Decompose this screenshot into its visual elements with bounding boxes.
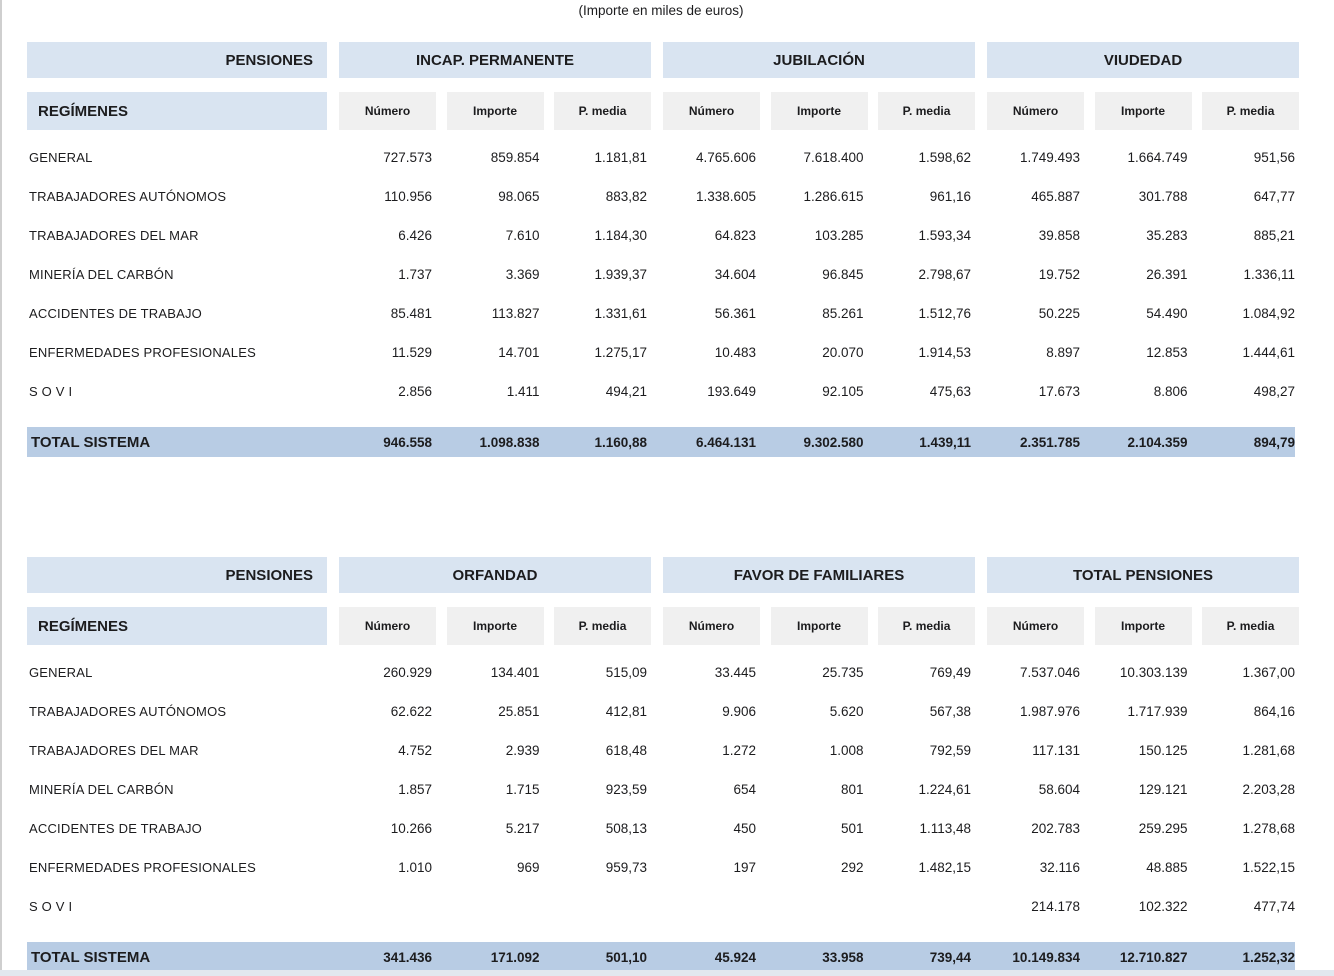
value-cell: 129.121 <box>1138 782 1188 797</box>
value-cell: 26.391 <box>1146 267 1188 282</box>
row-label: MINERÍA DEL CARBÓN <box>29 267 174 282</box>
table-row <box>27 887 1295 926</box>
value-cell: 39.858 <box>1038 228 1080 243</box>
total-value-cell: 45.924 <box>714 949 756 965</box>
row-label: GENERAL <box>29 665 93 680</box>
value-cell: 85.481 <box>390 306 432 321</box>
value-group <box>987 899 1299 914</box>
value-cell: 35.283 <box>1146 228 1188 243</box>
column-header: Número <box>339 92 436 130</box>
value-cell: 769,49 <box>929 665 971 680</box>
value-group <box>339 743 651 758</box>
value-cell: 33.445 <box>714 665 756 680</box>
value-cell: 9.906 <box>722 704 756 719</box>
column-header-group <box>663 607 975 645</box>
value-cell: 85.261 <box>822 306 864 321</box>
value-cell: 102.322 <box>1138 899 1188 914</box>
total-value-cell: 2.351.785 <box>1019 434 1080 450</box>
row-label: ACCIDENTES DE TRABAJO <box>29 306 202 321</box>
page-edge-left <box>0 0 2 976</box>
value-cell: 501 <box>840 821 864 836</box>
total-value-group <box>987 950 1299 965</box>
value-cell: 1.367,00 <box>1242 665 1295 680</box>
value-cell: 450 <box>733 821 756 836</box>
value-cell: 883,82 <box>605 189 647 204</box>
row-label: TRABAJADORES AUTÓNOMOS <box>29 189 227 204</box>
value-cell: 14.701 <box>498 345 540 360</box>
value-group <box>663 665 975 680</box>
total-value-cell: 1.098.838 <box>479 434 540 450</box>
value-cell: 1.275,17 <box>594 345 647 360</box>
value-cell: 10.266 <box>390 821 432 836</box>
column-header: Número <box>663 607 760 645</box>
value-cell: 1.482,15 <box>918 860 971 875</box>
row-label: ENFERMEDADES PROFESIONALES <box>29 345 256 360</box>
value-cell: 62.622 <box>390 704 432 719</box>
value-cell: 214.178 <box>1031 899 1080 914</box>
value-cell: 969 <box>516 860 540 875</box>
column-header: Número <box>339 607 436 645</box>
value-cell: 465.887 <box>1031 189 1080 204</box>
total-value-cell: 12.710.827 <box>1119 949 1188 965</box>
value-cell: 951,56 <box>1253 150 1295 165</box>
value-cell: 259.295 <box>1138 821 1188 836</box>
group-header: ORFANDAD <box>339 557 651 593</box>
value-cell: 32.116 <box>1039 860 1080 875</box>
value-group <box>339 345 651 360</box>
value-cell: 20.070 <box>822 345 864 360</box>
value-cell: 4.765.606 <box>695 150 756 165</box>
total-value-cell: 171.092 <box>490 949 540 965</box>
row-label: GENERAL <box>29 150 93 165</box>
value-cell: 11.529 <box>391 345 432 360</box>
row-label: MINERÍA DEL CARBÓN <box>29 782 174 797</box>
value-cell: 6.426 <box>398 228 432 243</box>
column-header: Importe <box>1095 92 1192 130</box>
value-cell: 292 <box>840 860 864 875</box>
row-label: TRABAJADORES DEL MAR <box>29 228 199 243</box>
value-group <box>987 704 1299 719</box>
page-edge-bottom <box>0 970 1334 976</box>
total-value-cell: 1.160,88 <box>594 434 647 450</box>
total-value-cell: 341.436 <box>383 949 432 965</box>
value-cell: 301.788 <box>1138 189 1188 204</box>
value-cell: 96.845 <box>822 267 864 282</box>
total-value-cell: 894,79 <box>1253 434 1295 450</box>
value-group <box>987 665 1299 680</box>
value-cell: 2.203,28 <box>1242 782 1295 797</box>
total-value-cell: 9.302.580 <box>803 434 864 450</box>
value-group <box>663 704 975 719</box>
total-value-cell: 33.958 <box>822 949 864 965</box>
column-header: P. media <box>878 92 975 130</box>
value-group <box>663 306 975 321</box>
row-label: TRABAJADORES DEL MAR <box>29 743 199 758</box>
value-cell: 197 <box>733 860 756 875</box>
value-group <box>663 189 975 204</box>
value-cell: 8.897 <box>1046 345 1080 360</box>
column-header: Número <box>663 92 760 130</box>
value-cell: 959,73 <box>605 860 647 875</box>
value-cell: 193.649 <box>707 384 756 399</box>
column-header: Importe <box>1095 607 1192 645</box>
value-cell: 113.827 <box>491 306 540 321</box>
column-header-group <box>339 607 651 645</box>
group-header-row <box>27 42 1295 78</box>
table-row <box>27 177 1295 216</box>
value-group <box>987 384 1299 399</box>
value-group <box>663 228 975 243</box>
value-cell: 1.281,68 <box>1242 743 1295 758</box>
value-cell: 7.618.400 <box>803 150 864 165</box>
value-cell: 58.604 <box>1038 782 1080 797</box>
value-cell: 1.084,92 <box>1242 306 1295 321</box>
value-cell: 2.798,67 <box>918 267 971 282</box>
column-header: Importe <box>447 92 544 130</box>
value-cell: 654 <box>733 782 756 797</box>
value-group <box>987 189 1299 204</box>
value-cell: 2.939 <box>505 743 540 758</box>
column-header: P. media <box>554 607 651 645</box>
value-cell: 48.885 <box>1146 860 1188 875</box>
total-value-cell: 739,44 <box>929 949 971 965</box>
total-label: TOTAL SISTEMA <box>31 948 151 966</box>
value-cell: 1.113,48 <box>919 821 971 836</box>
value-group <box>339 665 651 680</box>
value-group <box>987 228 1299 243</box>
column-header: P. media <box>1202 92 1299 130</box>
column-header: Importe <box>771 92 868 130</box>
group-header-row <box>27 557 1295 593</box>
table-row <box>27 692 1295 731</box>
value-cell: 260.929 <box>383 665 432 680</box>
column-header: Número <box>987 92 1084 130</box>
value-cell: 25.851 <box>498 704 540 719</box>
value-cell: 1.715 <box>505 782 540 797</box>
value-group <box>339 860 651 875</box>
column-header-row <box>27 92 1295 130</box>
row-header-label: REGÍMENES <box>27 607 327 645</box>
value-cell: 647,77 <box>1253 189 1295 204</box>
value-group <box>339 267 651 282</box>
value-cell: 202.783 <box>1031 821 1080 836</box>
value-cell: 1.008 <box>829 743 864 758</box>
value-cell: 1.278,68 <box>1242 821 1295 836</box>
value-cell: 864,16 <box>1253 704 1295 719</box>
row-label: ENFERMEDADES PROFESIONALES <box>29 860 256 875</box>
value-cell: 1.411 <box>506 384 540 399</box>
value-group <box>339 821 651 836</box>
value-cell: 10.483 <box>714 345 756 360</box>
value-group <box>663 150 975 165</box>
value-cell: 1.512,76 <box>918 306 971 321</box>
value-cell: 150.125 <box>1138 743 1188 758</box>
row-label: S O V I <box>29 899 73 914</box>
value-cell: 103.285 <box>814 228 864 243</box>
value-cell: 859.854 <box>490 150 540 165</box>
value-cell: 34.604 <box>714 267 756 282</box>
value-cell: 1.857 <box>398 782 432 797</box>
value-cell: 1.010 <box>398 860 432 875</box>
value-cell: 1.717.939 <box>1127 704 1188 719</box>
value-cell: 1.914,53 <box>918 345 971 360</box>
value-cell: 56.361 <box>714 306 756 321</box>
table-row <box>27 216 1295 255</box>
value-cell: 1.737 <box>398 267 432 282</box>
value-group <box>663 267 975 282</box>
column-header: P. media <box>554 92 651 130</box>
value-cell: 50.225 <box>1038 306 1080 321</box>
value-cell: 1.987.976 <box>1019 704 1080 719</box>
group-header: JUBILACIÓN <box>663 42 975 78</box>
value-cell: 10.303.139 <box>1119 665 1188 680</box>
value-cell: 1.184,30 <box>594 228 647 243</box>
value-group <box>339 228 651 243</box>
value-cell: 885,21 <box>1253 228 1295 243</box>
column-header-group <box>339 92 651 130</box>
value-cell: 54.490 <box>1146 306 1188 321</box>
value-cell: 1.522,15 <box>1242 860 1295 875</box>
value-cell: 92.105 <box>822 384 864 399</box>
column-header: Número <box>987 607 1084 645</box>
value-group <box>663 860 975 875</box>
value-cell: 961,16 <box>929 189 971 204</box>
value-group <box>339 384 651 399</box>
group-header: VIUDEDAD <box>987 42 1299 78</box>
value-cell: 515,09 <box>605 665 647 680</box>
total-value-cell: 10.149.834 <box>1012 949 1080 965</box>
total-row <box>27 427 1295 457</box>
corner-label: PENSIONES <box>27 557 327 593</box>
value-cell: 494,21 <box>605 384 647 399</box>
value-group <box>987 860 1299 875</box>
value-group <box>987 306 1299 321</box>
value-group <box>987 150 1299 165</box>
total-value-cell: 501,10 <box>605 949 647 965</box>
value-cell: 7.610 <box>505 228 540 243</box>
value-cell: 134.401 <box>490 665 540 680</box>
value-cell: 475,63 <box>929 384 971 399</box>
table-row <box>27 255 1295 294</box>
total-value-group <box>987 435 1299 450</box>
value-cell: 923,59 <box>605 782 647 797</box>
corner-label: PENSIONES <box>27 42 327 78</box>
value-cell: 567,38 <box>929 704 971 719</box>
column-header: P. media <box>878 607 975 645</box>
column-header: Importe <box>447 607 544 645</box>
value-group <box>339 150 651 165</box>
value-cell: 2.856 <box>398 384 432 399</box>
table-row <box>27 138 1295 177</box>
value-cell: 64.823 <box>714 228 756 243</box>
pension-table <box>27 42 1295 457</box>
table-row <box>27 770 1295 809</box>
row-header-label: REGÍMENES <box>27 92 327 130</box>
table-row <box>27 848 1295 887</box>
value-cell: 801 <box>840 782 864 797</box>
value-cell: 1.181,81 <box>594 150 647 165</box>
value-cell: 792,59 <box>929 743 971 758</box>
value-cell: 498,27 <box>1253 384 1295 399</box>
value-group <box>987 743 1299 758</box>
column-header: Importe <box>771 607 868 645</box>
value-cell: 3.369 <box>505 267 540 282</box>
value-group <box>663 345 975 360</box>
value-group <box>987 267 1299 282</box>
value-group <box>663 743 975 758</box>
row-label: ACCIDENTES DE TRABAJO <box>29 821 202 836</box>
table-row <box>27 372 1295 411</box>
value-cell: 1.593,34 <box>918 228 971 243</box>
value-group <box>987 821 1299 836</box>
value-cell: 8.806 <box>1153 384 1188 399</box>
column-header-group <box>987 607 1299 645</box>
value-cell: 1.444,61 <box>1242 345 1295 360</box>
value-cell: 477,74 <box>1253 899 1295 914</box>
total-value-group <box>663 950 975 965</box>
value-cell: 1.224,61 <box>918 782 971 797</box>
table-row <box>27 653 1295 692</box>
value-cell: 4.752 <box>398 743 432 758</box>
row-label: TRABAJADORES AUTÓNOMOS <box>29 704 227 719</box>
value-cell: 5.620 <box>829 704 864 719</box>
value-cell: 1.338.605 <box>695 189 756 204</box>
value-cell: 1.664.749 <box>1127 150 1188 165</box>
value-cell: 117.131 <box>1032 743 1080 758</box>
table-row <box>27 333 1295 372</box>
value-group <box>339 782 651 797</box>
value-cell: 5.217 <box>505 821 540 836</box>
value-cell: 98.065 <box>498 189 540 204</box>
column-header-row <box>27 607 1295 645</box>
group-header: INCAP. PERMANENTE <box>339 42 651 78</box>
column-header-group <box>987 92 1299 130</box>
group-header: FAVOR DE FAMILIARES <box>663 557 975 593</box>
value-cell: 1.749.493 <box>1019 150 1080 165</box>
value-group <box>663 782 975 797</box>
value-cell: 1.286.615 <box>803 189 864 204</box>
value-cell: 17.673 <box>1038 384 1080 399</box>
total-value-group <box>339 950 651 965</box>
value-cell: 110.956 <box>384 189 432 204</box>
total-value-cell: 2.104.359 <box>1127 434 1188 450</box>
value-group <box>339 704 651 719</box>
page-subtitle: (Importe en miles de euros) <box>578 3 744 18</box>
total-value-group <box>663 435 975 450</box>
value-cell: 12.853 <box>1146 345 1188 360</box>
total-value-group <box>339 435 651 450</box>
total-label: TOTAL SISTEMA <box>31 433 151 451</box>
value-cell: 7.537.046 <box>1019 665 1080 680</box>
value-group <box>987 345 1299 360</box>
table-row <box>27 294 1295 333</box>
column-header: P. media <box>1202 607 1299 645</box>
group-header: TOTAL PENSIONES <box>987 557 1299 593</box>
value-cell: 412,81 <box>605 704 647 719</box>
value-group <box>987 782 1299 797</box>
value-cell: 1.331,61 <box>594 306 647 321</box>
value-cell: 508,13 <box>605 821 647 836</box>
value-group <box>663 821 975 836</box>
pension-table <box>27 557 1295 972</box>
total-row <box>27 942 1295 972</box>
total-value-cell: 1.252,32 <box>1242 949 1295 965</box>
value-cell: 618,48 <box>605 743 647 758</box>
column-header-group <box>663 92 975 130</box>
total-value-cell: 946.558 <box>383 434 432 450</box>
value-group <box>339 189 651 204</box>
total-value-cell: 6.464.131 <box>695 434 756 450</box>
value-cell: 1.272 <box>722 743 756 758</box>
value-cell: 727.573 <box>383 150 432 165</box>
value-cell: 1.336,11 <box>1243 267 1295 282</box>
total-value-cell: 1.439,11 <box>919 434 971 450</box>
value-group <box>339 306 651 321</box>
table-row <box>27 731 1295 770</box>
value-cell: 25.735 <box>822 665 864 680</box>
value-cell: 19.752 <box>1038 267 1080 282</box>
table-row <box>27 809 1295 848</box>
value-group <box>663 384 975 399</box>
value-cell: 1.939,37 <box>594 267 647 282</box>
value-cell: 1.598,62 <box>918 150 971 165</box>
row-label: S O V I <box>29 384 73 399</box>
